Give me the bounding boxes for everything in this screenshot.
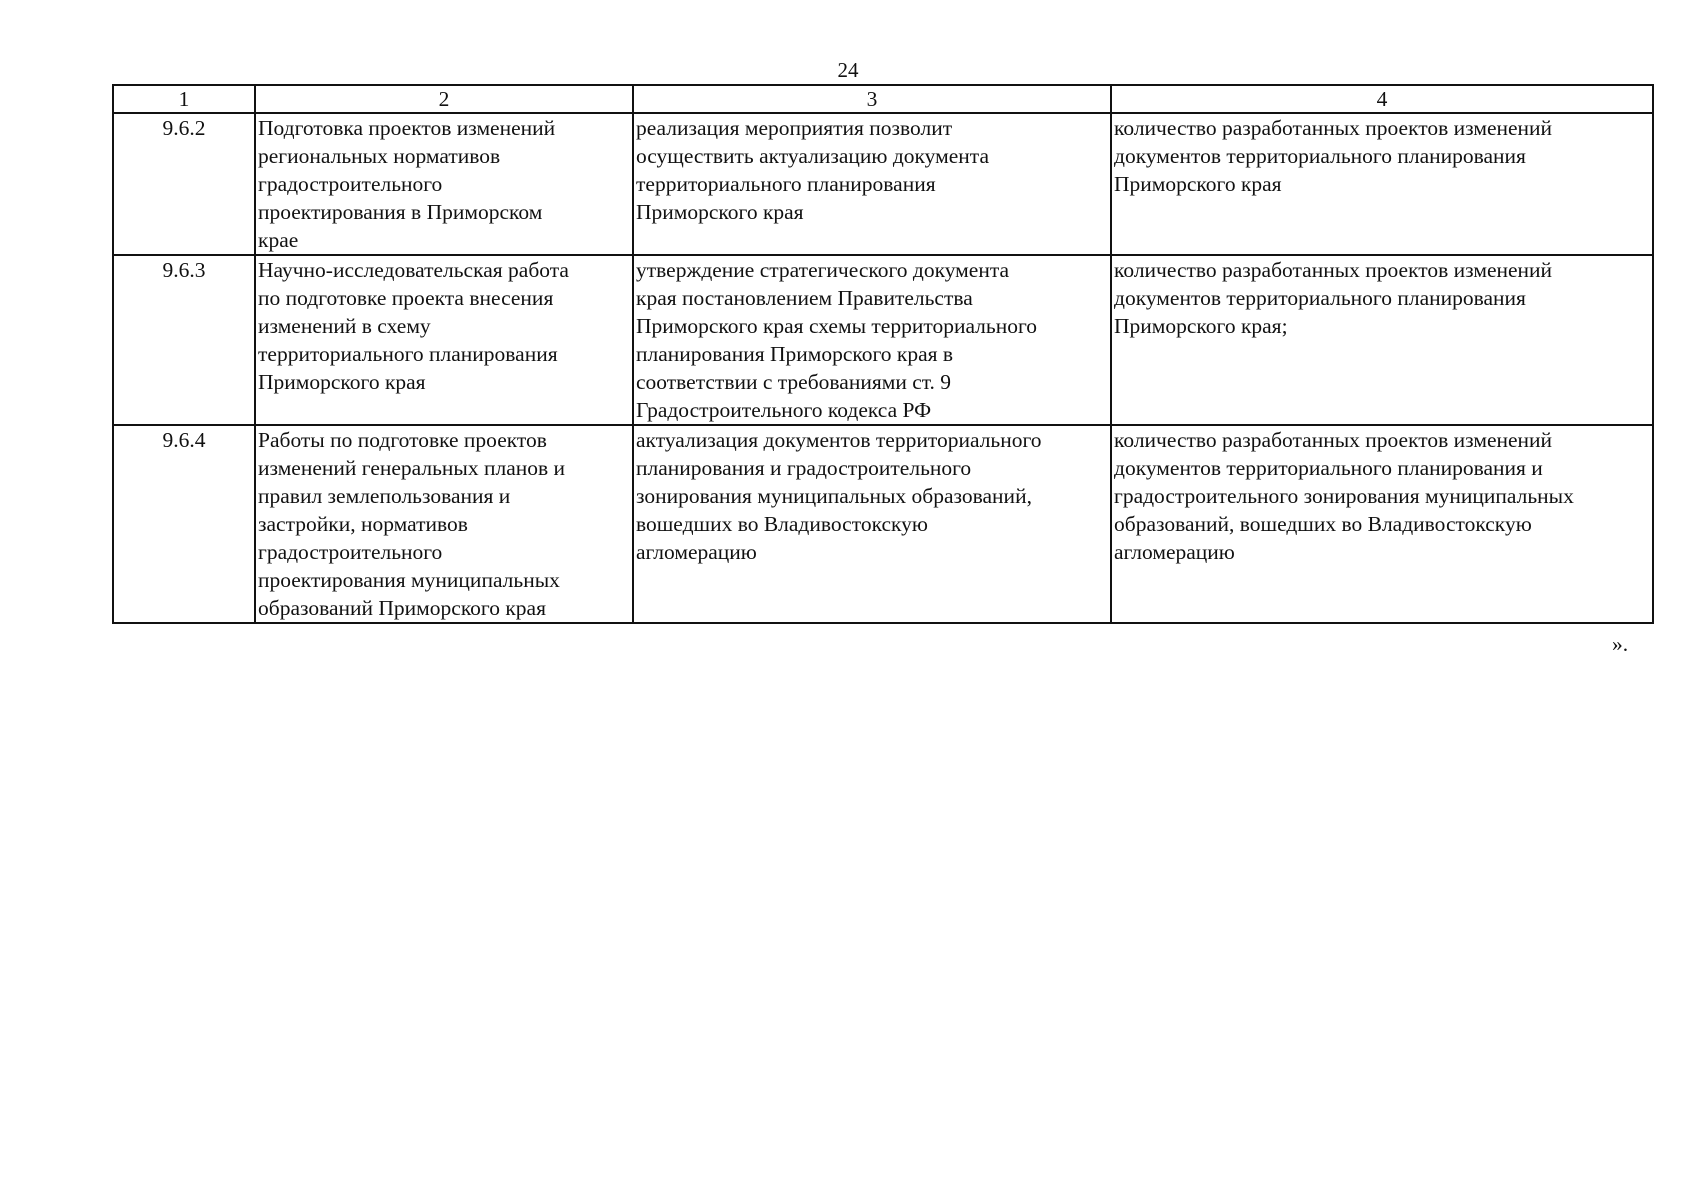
event-cell: Работы по подготовке проектов изменений генеральных планов и правил землепользования и застройки, нормативов градостроительного проектирования муниципальных образований Приморского края [255,425,633,623]
indicator-cell: количество разработанных проектов изменений документов территориального планирования Приморского края; [1111,255,1653,425]
result-cell: реализация мероприятия позволит осуществить актуализацию документа территориального планирования Приморского края [633,113,1111,255]
row-number-cell: 9.6.3 [113,255,255,425]
result-cell: актуализация документов территориального планирования и градостроительного зонирования муниципальных образований, вошедших во Владивостокскую агломерацию [633,425,1111,623]
row-number-cell: 9.6.2 [113,113,255,255]
table-row [113,255,1653,425]
activities-table [112,84,1654,624]
column-header-1: 1 [113,85,255,113]
column-header-4: 4 [1111,85,1653,113]
row-number-cell: 9.6.4 [113,425,255,623]
page-number: 24 [837,58,859,82]
event-cell: Научно-исследовательская работа по подготовке проекта внесения изменений в схему территориального планирования Приморского края [255,255,633,425]
result-cell: утверждение стратегического документа края постановлением Правительства Приморского края схемы территориального планирования Приморского края в соответствии с требованиями ст. 9 Градостроительного кодекса РФ [633,255,1111,425]
table-header-row [113,85,1653,113]
table-row [113,425,1653,623]
indicator-cell: количество разработанных проектов изменений документов территориального планирования и градостроительного зонирования муниципальных образований, вошедших во Владивостокскую агломерацию [1111,425,1653,623]
column-header-3: 3 [633,85,1111,113]
closing-quote-mark: ». [1612,632,1629,656]
indicator-cell: количество разработанных проектов изменений документов территориального планирования Приморского края [1111,113,1653,255]
event-cell: Подготовка проектов изменений региональных нормативов градостроительного проектирования в Приморском крае [255,113,633,255]
column-header-2: 2 [255,85,633,113]
table-row [113,113,1653,255]
